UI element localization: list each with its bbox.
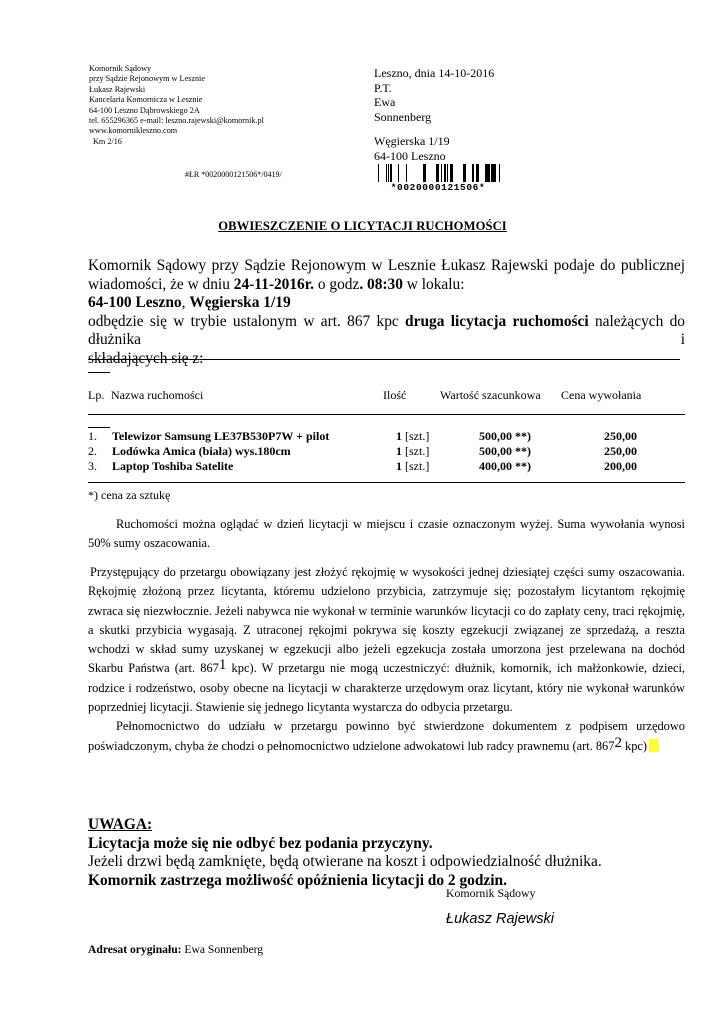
auction-date: 24-11-2016r. <box>233 275 314 293</box>
recipient-block <box>374 66 494 163</box>
barcode-text: *0020000121506* <box>390 182 486 191</box>
col-header-name: Nazwa ruchomości <box>111 388 204 402</box>
paragraph-deposit: Przystępujący do przetargu obowiązany jest złożyć rękojmię w wysokości jednej dziesiątej części sumy oszacowania. Rękojmię złożoną przez licytanta, któremu udzielono przybicia, zatrzymuje się; pozostałym licytantom rękojmię zwraca się niezwłocznie. Jeżeli nabywca nie wykonał w terminie warunków licytacji co do zapłaty ceny, traci rękojmię, a skutki przybicia wygasają. Z utraconej rękojmi pokrywa się koszty egzekucji związanej ze sprzedażą, a reszta wchodzi w skład sumy uzyskanej w egzekucji albo jeżeli egzekucja została umorzona jest przelewana na dochód Skarbu Państwa (art. 8671 kpc). W przetargu nie mogą uczestniczyć: dłużnik, komornik, ich małżonkowie, dzieci, rodzice i rodzeństwo, osoby obecne na licytacji w charakterze urzędowym oraz licytant, który nie wykonał warunków poprzedniej licytacji. Stawienie się jednego licytanta wystarcza do odbycia przetargu. Pełnomocnictwo do udziału w przetargu powinno być stwierdzone dokumentem z podpisem urzędowo poświadczonym, chyba że chodzi o pełnomocnictwo udzielone adwokatowi lub radcy prawnemu (art. 8672 kpc) <box>88 565 685 753</box>
col-header-lp: Lp. <box>88 388 105 402</box>
signature-title: Komornik Sądowy <box>446 886 536 900</box>
col-header-value: Wartość szacunkowa <box>440 388 541 402</box>
intro-line-1: Komornik Sądowy przy Sądzie Rejonowym w Lesznie Łukasz Rajewski podaje do publicznej <box>88 257 685 274</box>
auction-time: . 08:30 <box>359 275 403 293</box>
auction-type: druga licytacja ruchomości <box>405 312 589 330</box>
intro-paragraph <box>88 257 685 368</box>
row-value: 500,00 **) <box>479 444 531 458</box>
highlight-mark <box>649 739 659 752</box>
recipient-street: Węgierska 1/19 <box>374 133 450 148</box>
footer-addressee <box>88 943 263 956</box>
barcode-bars <box>378 164 500 182</box>
intro-line-2: wiadomości, że w dniu 24-11-2016r. o godz. 08:30 w lokalu: <box>88 275 465 293</box>
salutation: P.T. <box>374 80 392 95</box>
barcode <box>374 164 502 191</box>
table-row <box>0 459 725 475</box>
table-footnote: *) cena za sztukę <box>88 488 171 502</box>
row-qty: 1 <box>396 459 402 473</box>
row-name: Telewizor Samsung LE37B530P7W + pilot <box>112 429 330 443</box>
row-unit: [szt.] <box>405 429 430 443</box>
recipient-city: 64-100 Leszno <box>374 148 446 163</box>
reference-number: #ŁR *0020000121506*/0419/ <box>185 170 282 179</box>
sender-line: tel. 655296365 e-mail: leszno.rajewski@komornik.pl <box>89 116 264 126</box>
row-qty: 1 <box>396 429 402 443</box>
row-qty: 1 <box>396 444 402 458</box>
sender-line: Kancelaria Komornicza w Lesznie <box>89 95 203 105</box>
sender-line: Łukasz Rajewski <box>89 84 146 94</box>
divider <box>88 372 110 373</box>
row-unit: [szt.] <box>405 444 430 458</box>
document-heading: OBWIESZCZENIE O LICYTACJI RUCHOMOŚCI <box>218 219 507 233</box>
footer-value: Ewa Sonnenberg <box>181 943 264 956</box>
row-price: 250,00 <box>604 444 637 458</box>
row-unit: [szt.] <box>405 459 430 473</box>
row-name: Lodówka Amica (biała) wys.180cm <box>112 444 291 458</box>
divider <box>88 359 680 360</box>
sender-line: przy Sądzie Rejonowym w Lesznie <box>89 74 205 84</box>
row-value: 400,00 **) <box>479 459 531 473</box>
notice-line-2: Jeżeli drzwi będą zamknięte, będą otwierane na koszt i odpowiedzialność dłużnika. <box>88 853 602 871</box>
notice-block <box>88 816 602 890</box>
row-lp: 2. <box>88 444 97 458</box>
sender-line: www.komornikleszno.com <box>89 126 178 136</box>
signature-name: Łukasz Rajewski <box>446 911 554 927</box>
notice-title: UWAGA: <box>88 816 153 833</box>
auction-address: 64-100 Leszno, Węgierska 1/19 <box>88 294 291 311</box>
table-row <box>0 429 725 445</box>
sender-line: 64-100 Leszno Dąbrowskiego 2A <box>89 105 200 115</box>
footer-label: Adresat oryginału: <box>88 943 182 956</box>
divider <box>88 482 685 483</box>
notice-line-3: Komornik zastrzega możliwość opóźnienia licytacji do 2 godzin. <box>88 871 507 889</box>
sender-line: Komornik Sądowy <box>89 64 152 73</box>
sender-block <box>89 64 264 147</box>
recipient-first-name: Ewa <box>374 95 396 110</box>
intro-line-5: składających się z: <box>88 349 204 367</box>
divider <box>88 427 110 428</box>
row-lp: 1. <box>88 429 97 443</box>
row-lp: 3. <box>88 459 97 473</box>
row-name: Laptop Toshiba Satelite <box>112 459 234 473</box>
recipient-last-name: Sonnenberg <box>374 110 432 125</box>
col-header-price: Cena wywołania <box>561 388 642 402</box>
paragraph-viewing: Ruchomości można oglądać w dzień licytacji w miejscu i czasie oznaczonym wyżej. Suma wywołania wynosi 50% sumy oszacowania. <box>88 517 685 551</box>
row-price: 250,00 <box>604 429 637 443</box>
divider <box>88 414 685 415</box>
row-value: 500,00 **) <box>479 429 531 443</box>
date-line: Leszno, dnia 14-10-2016 <box>374 66 495 80</box>
col-header-qty: Ilość <box>383 388 407 402</box>
table-row <box>0 444 725 460</box>
intro-line-4: odbędzie się w trybie ustalonym w art. 867 kpc druga licytacja ruchomości należących do dłużnika i <box>88 312 685 348</box>
notice-line-1: Licytacja może się nie odbyć bez podania przyczyny. <box>88 834 433 852</box>
row-price: 200,00 <box>604 459 637 473</box>
case-number: Km 2/16 <box>93 136 122 146</box>
